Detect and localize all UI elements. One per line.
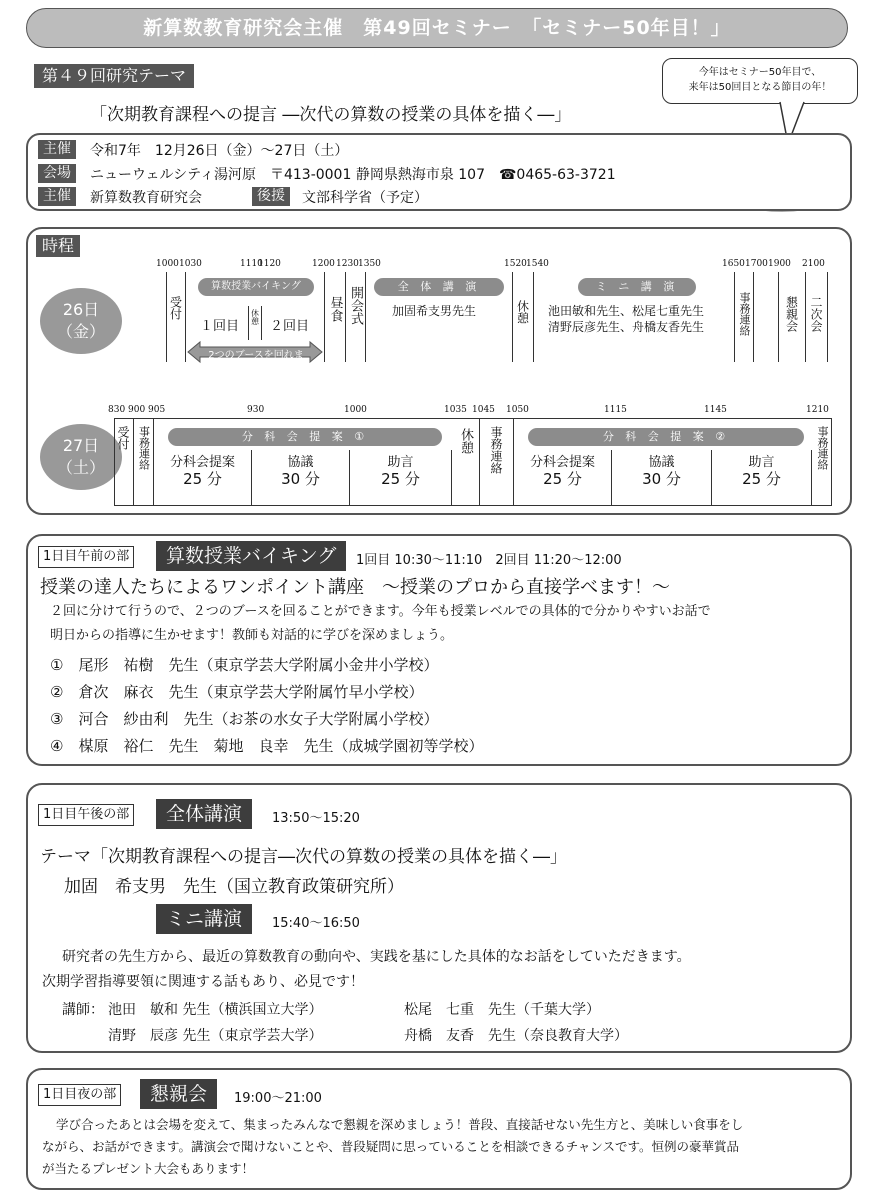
d1-rest: 休憩 [515,300,530,324]
support-label: 後援 [252,187,290,206]
mini-time: 15:40～16:50 [272,916,360,931]
lecturer-2: 松尾 七重 先生（千葉大学） [404,1002,600,1018]
d1-lunch: 昼食 [327,296,343,322]
event-date: 令和7年 12月26日（金）～27日（土） [90,143,349,159]
tick: 1110 [240,259,263,269]
venue-label: 会場 [38,164,76,183]
d1-reception: 受付 [168,296,183,320]
tick: 2100 [802,259,825,269]
party-title: 懇親会 [140,1079,217,1109]
viking-list [50,652,483,760]
d1-mini-line2: 清野辰彦先生、舟橋友香先生 [548,320,705,334]
mini-desc2: 次期学習指導要領に関連する話もあり、必見です！ [42,974,364,990]
d1-rest-small: 休憩 [250,309,260,325]
day2-date: 27日 [62,436,100,455]
d1-office: 事務連絡 [738,292,751,336]
list-text: 倉次 麻衣 先生（東京学芸大学附属竹早小学校） [78,683,424,701]
viking-desc1: ２回に分けて行うので、２つのブースを回ることができます。今年も授業レベルでの具体的で分かりやすいお話で [50,604,711,619]
tick: 1050 [506,405,529,415]
tick: 1000 [344,405,367,415]
d1-lunch-cell [324,272,346,362]
tick: 1045 [472,405,495,415]
party-time: 19:00～21:00 [234,1091,322,1106]
day1-circle [40,288,122,354]
day1-date: 26日 [62,300,100,319]
tick: 1210 [806,405,829,415]
list-text: 河合 紗由利 先生（お茶の水女子大学附属小学校） [78,710,439,728]
tick: 1035 [444,405,467,415]
d2-office-1: 事務連絡 [137,426,151,470]
party-desc1: 学び合ったあとは会場を変えて、集まったみんなで懇親を深めましょう！普段、直接話せない先生方と、美味しい食事をし [56,1117,744,1132]
mini-desc1: 研究者の先生方から、最近の算数教育の動向や、実践を基にした具体的なお話をしていただきます。 [62,949,691,965]
tick: 830 [108,405,126,415]
viking-subtitle: 授業の達人たちによるワンポイント講座 ～授業のプロから直接学べます！～ [40,577,670,598]
d2-sub-pill-2: 分 科 会 提 案 ② [528,428,804,446]
organizer-label: 主催 [38,187,76,206]
keynote-speaker: 加固 希支男 先生（国立教育政策研究所） [64,877,404,897]
d2-sub-pill-1: 分 科 会 提 案 ① [168,428,442,446]
list-text: 楳原 裕仁 先生 菊地 良幸 先生（成城学園初等学校） [78,737,484,755]
bubble-line2: 来年は50回目となる節目の年！ [688,82,832,93]
d1-booths: 2つのブースを回れます！ [208,350,304,376]
tick: 1115 [604,405,627,415]
schedule-label: 時程 [36,235,80,257]
tick: 1230 [336,259,359,269]
d1-afterparty: 二次会 [809,296,823,332]
tick: 1540 [526,259,549,269]
d1-mini-line1: 池田敏和先生、松尾七重先生 [548,304,705,318]
list-num: ① [50,656,64,674]
tick: 905 [148,405,166,415]
organizer: 新算数教育研究会 [90,190,202,206]
viking-title: 算数授業バイキング [156,541,346,571]
list-num: ② [50,683,64,701]
keynote-tag: 1日目午後の部 [38,804,134,826]
list-item [50,706,483,733]
d2-rest: 休憩 [458,428,473,454]
d2-proposal-2: 分科会提案 [529,455,595,470]
d1-keynote-speaker: 加固希支男先生 [392,304,477,318]
d1-office-cell [734,272,754,362]
tick: 1700 [745,259,768,269]
header-title: 新算数教育研究会主催 第49回セミナー 「セミナー50年目！」 [26,8,848,48]
support: 文部科学省（予定） [302,190,428,206]
d1-mini-pill: ミ ニ 講 演 [578,278,696,296]
party-desc3: が当たるプレゼント大会もあります！ [42,1161,255,1176]
d2-discussion-2: 協議 [648,455,675,470]
list-item [50,679,483,706]
d1-opening-cell [346,272,366,362]
viking-desc2: 明日からの指導に生かせます！教師も対話的に学びを深めましょう。 [50,628,454,643]
lecturer-3: 清野 辰彦 先生（東京学芸大学） [108,1028,323,1044]
day2-circle [40,424,122,490]
mini-title: ミニ講演 [156,904,252,934]
tick: 900 [128,405,146,415]
tick: 1145 [704,405,727,415]
d1-afterparty-cell [806,272,828,362]
d2-advice-2-min: 25 分 [742,470,781,488]
venue: ニューウェルシティ湯河原 〒413-0001 静岡県熱海市泉 107 ☎0465-63-3721 [90,167,616,183]
viking-tag: 1日目午前の部 [38,546,134,568]
viking-time: 1回目 10:30～11:10 2回目 11:20～12:00 [356,553,622,568]
d2-advice-2: 助言 [748,455,775,470]
list-item [50,733,483,760]
speech-bubble [662,58,858,104]
d1-round1: １回目 [200,319,240,334]
lecturer-4: 舟橋 友香 先生（奈良教育大学） [404,1028,628,1044]
tick: 1900 [768,259,791,269]
tick: 1650 [722,259,745,269]
keynote-theme: テーマ「次期教育課程への提言―次代の算数の授業の具体を描く―」 [40,847,567,867]
party-desc2: ながら、お話ができます。講演会で聞けないことや、普段疑問に思っていることを相談できるチャンスです。恒例の豪華賞品 [42,1139,740,1154]
d1-keynote-pill: 全 体 講 演 [374,278,504,296]
list-num: ④ [50,737,64,755]
d2-reception: 受付 [116,426,130,450]
d2-proposal-2-min: 25 分 [543,470,582,488]
host-label: 主催 [38,140,76,159]
d1-round2: ２回目 [270,319,310,334]
theme-title: 「次期教育課程への提言 ―次代の算数の授業の具体を描く―」 [90,105,572,125]
bubble-line1: 今年はセミナー50年目で、 [698,67,822,78]
list-num: ③ [50,710,64,728]
d2-office-3: 事務連絡 [816,426,829,470]
day1-dow: （金） [56,322,105,341]
d2-proposal-1-min: 25 分 [183,470,222,488]
tick: 1520 [504,259,527,269]
keynote-title: 全体講演 [156,799,252,829]
tick: 930 [247,405,265,415]
d2-advice-1-min: 25 分 [381,470,420,488]
list-text: 尾形 祐樹 先生（東京学芸大学附属小金井小学校） [78,656,439,674]
d1-viking-pill: 算数授業バイキング [198,278,314,296]
d2-office-2: 事務連絡 [489,426,503,474]
day2-dow: （土） [56,458,105,477]
d1-rest-cell [512,272,534,362]
tick: 1000 [156,259,179,269]
d2-discussion-2-min: 30 分 [642,470,681,488]
tick: 1120 [258,259,281,269]
d2-advice-1: 助言 [387,455,414,470]
d1-party: 懇親会 [784,296,799,332]
tick: 1350 [358,259,381,269]
lecturer-label: 講師： [62,1002,104,1018]
d1-reception-cell [166,272,186,362]
tick: 1030 [179,259,202,269]
d1-party-cell [778,272,806,362]
keynote-time: 13:50～15:20 [272,811,360,826]
d1-opening: 開会式 [348,286,363,325]
d2-discussion-1-min: 30 分 [281,470,320,488]
tick: 1200 [312,259,335,269]
lecturer-1: 池田 敏和 先生（横浜国立大学） [108,1002,323,1018]
theme-label: 第４９回研究テーマ [34,64,194,88]
list-item [50,652,483,679]
d2-discussion-1: 協議 [287,455,314,470]
d2-proposal-1: 分科会提案 [169,455,235,470]
party-tag: 1日目夜の部 [38,1084,121,1106]
